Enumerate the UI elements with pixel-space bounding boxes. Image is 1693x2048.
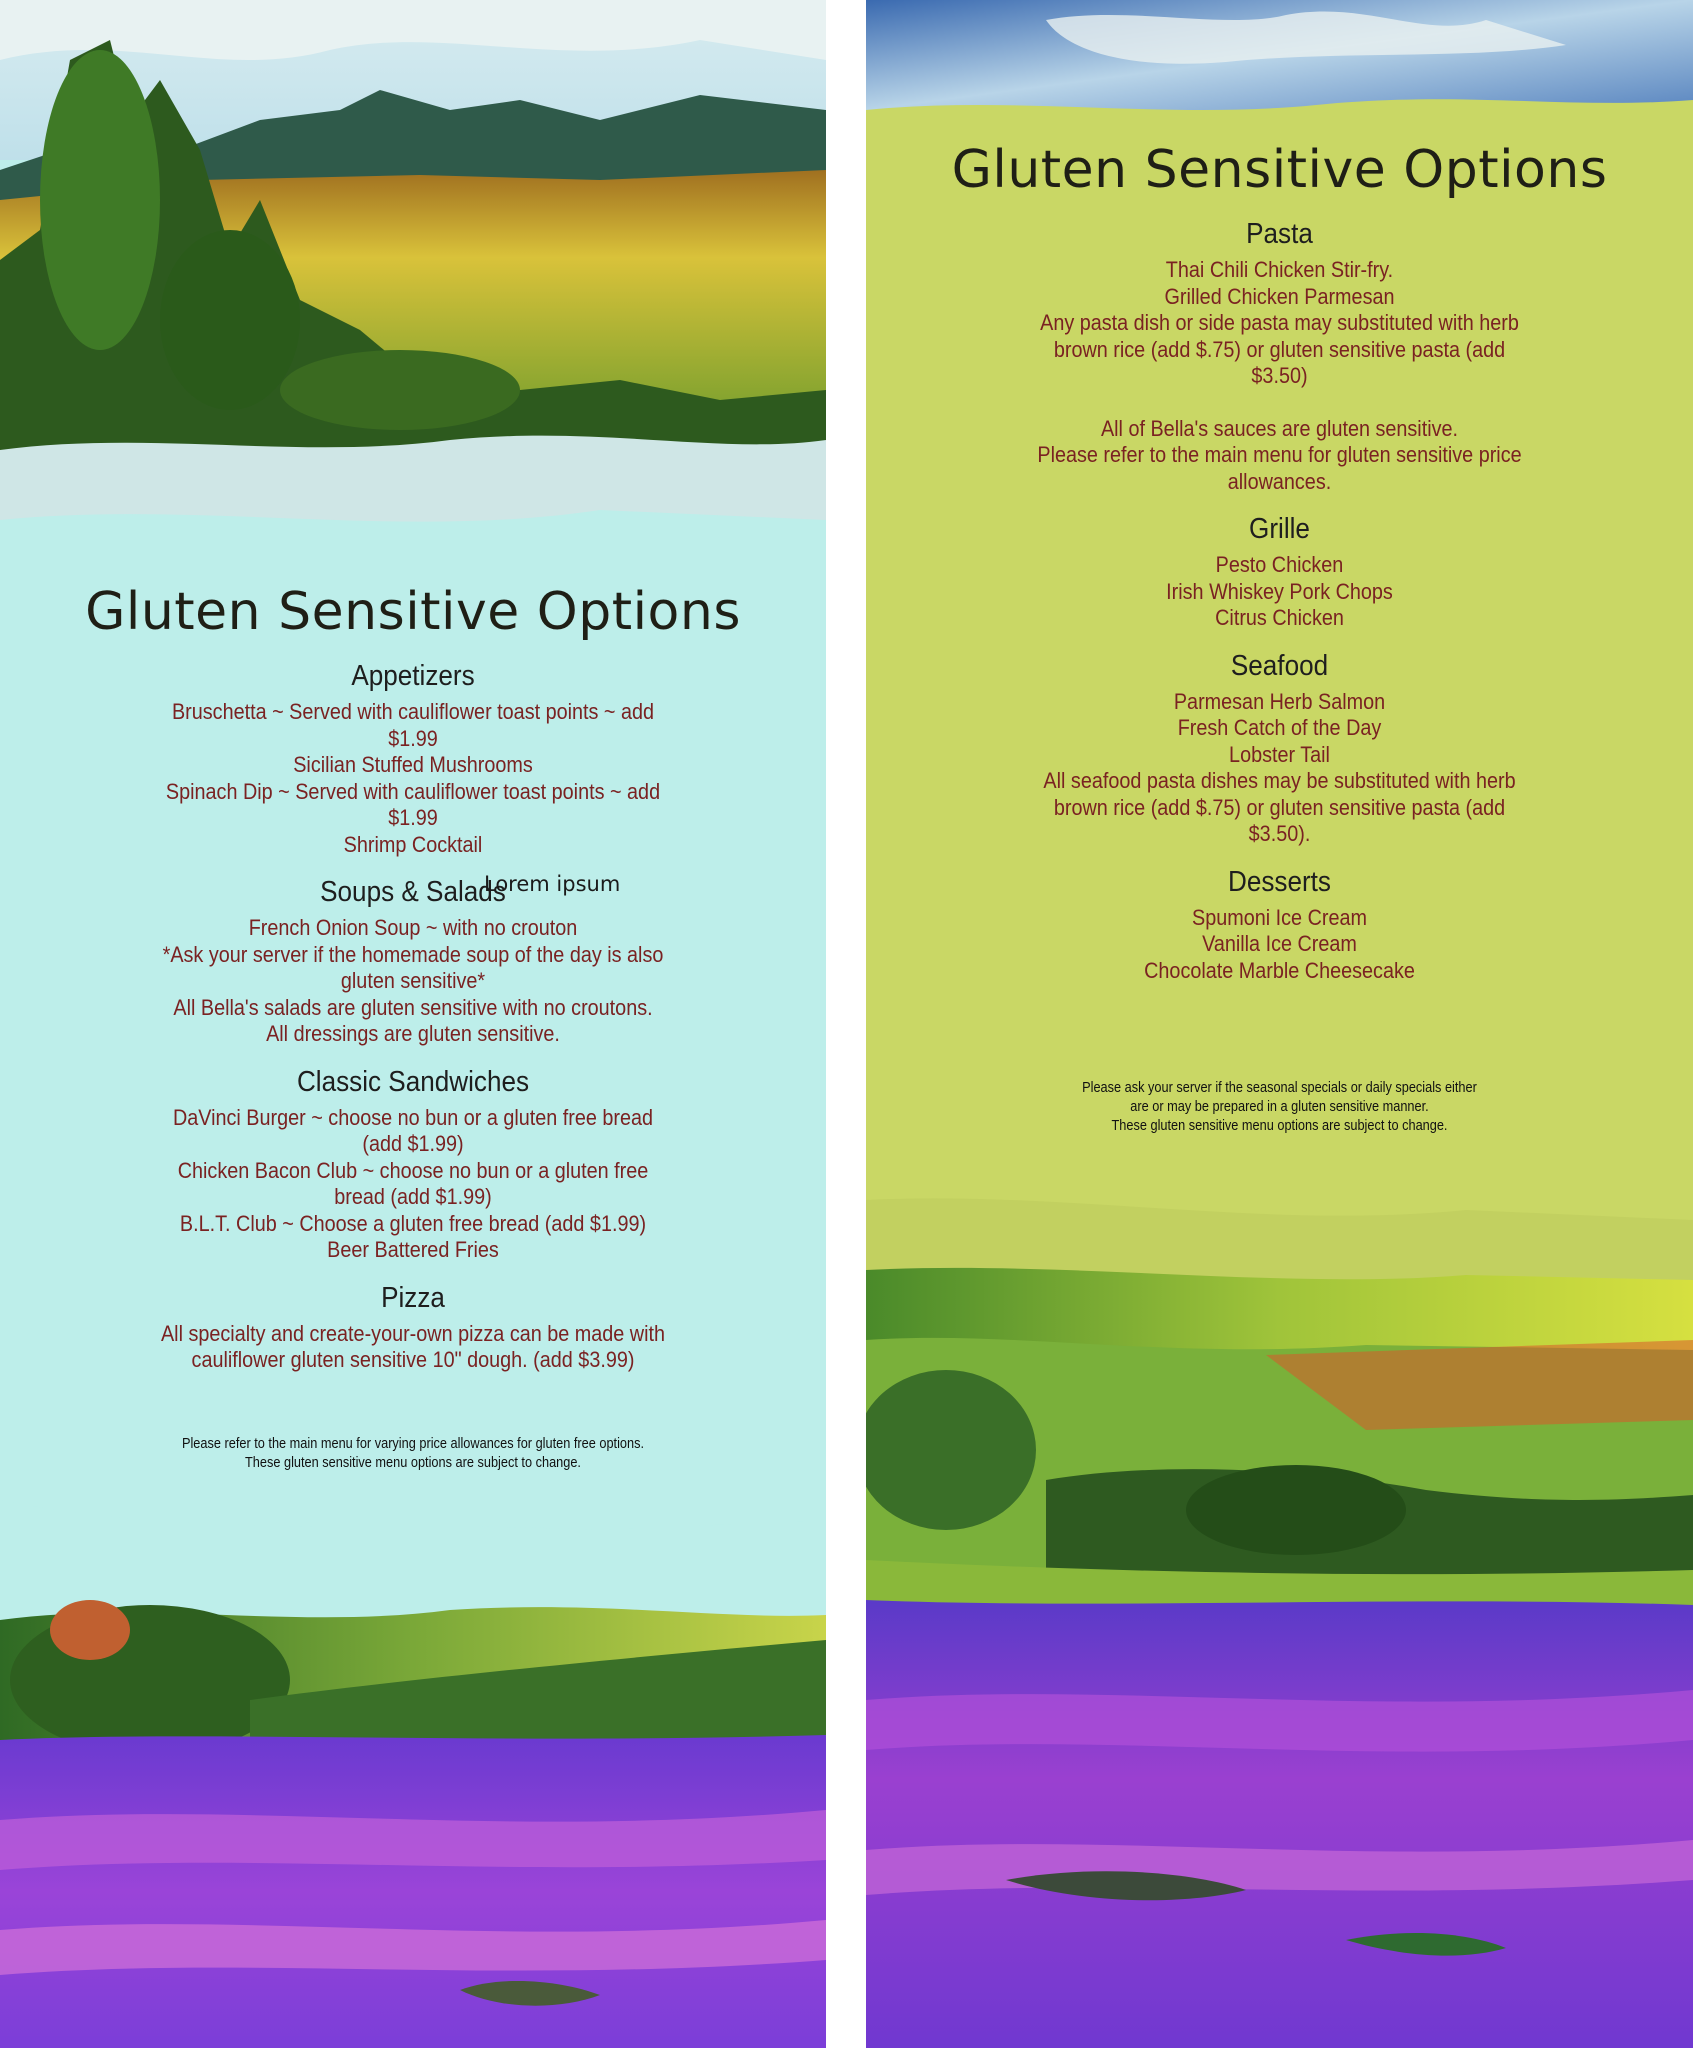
menu-item-line: allowances. xyxy=(1227,468,1332,494)
menu-item-line: Vanilla Ice Cream xyxy=(1202,931,1357,956)
menu-item-line: Chicken Bacon Club ~ choose no bun or a gluten free xyxy=(177,1157,649,1183)
menu-item-line: (add $1.99) xyxy=(362,1131,464,1156)
left-footer-note: Please refer to the main menu for varying price allowances for gluten free options. xyxy=(181,1434,645,1452)
menu-item-line: B.L.T. Club ~ Choose a gluten free bread (add $1.99) xyxy=(179,1210,647,1236)
menu-item-line: cauliflower gluten sensitive 10" dough. (add $3.99) xyxy=(191,1347,635,1372)
menu-item-line: Sicilian Stuffed Mushrooms xyxy=(293,752,533,777)
right-footer-note: These gluten sensitive menu options are subject to change. xyxy=(1111,1117,1448,1134)
section-heading: Seafood xyxy=(1230,649,1329,682)
menu-item-line: All specialty and create-your-own pizza can be made with xyxy=(160,1320,666,1346)
menu-item-line: Citrus Chicken xyxy=(1215,605,1344,630)
menu-item-line: Parmesan Herb Salmon xyxy=(1173,688,1386,714)
menu-item-line: All Bella's salads are gluten sensitive with no croutons. xyxy=(173,994,653,1020)
menu-item-line: Any pasta dish or side pasta may substituted with herb xyxy=(1040,310,1519,335)
menu-item-line: All seafood pasta dishes may be substituted with herb xyxy=(1043,768,1516,793)
menu-item-line: Please refer to the main menu for gluten sensitive price xyxy=(1037,442,1522,467)
menu-section-soups-salads xyxy=(0,876,826,1048)
menu-item-line: *Ask your server if the homemade soup of the day is also xyxy=(162,941,664,967)
menu-item-line: Spinach Dip ~ Served with cauliflower toast points ~ add xyxy=(165,778,661,804)
menu-item-line: gluten sensitive* xyxy=(340,968,486,993)
section-heading: Pasta xyxy=(1246,218,1313,250)
menu-item-line: Fresh Catch of the Day xyxy=(1177,715,1382,740)
section-heading: Classic Sandwiches xyxy=(296,1065,530,1098)
menu-item-line: Pesto Chicken xyxy=(1215,552,1344,577)
menu-item-line: DaVinci Burger ~ choose no bun or a gluten free bread xyxy=(172,1104,654,1130)
menu-item-line: Shrimp Cocktail xyxy=(343,831,483,857)
menu-item-line: $3.50). xyxy=(1248,821,1311,846)
section-heading: Soups & Salads xyxy=(320,876,506,908)
menu-item-line: Chocolate Marble Cheesecake xyxy=(1144,957,1415,983)
menu-item-line: brown rice (add $.75) or gluten sensitive pasta (add xyxy=(1053,336,1506,362)
menu-item-line: Lobster Tail xyxy=(1229,741,1330,767)
menu-item-line: All dressings are gluten sensitive. xyxy=(266,1021,560,1046)
menu-section-appetizers xyxy=(0,660,826,858)
menu-item-line: brown rice (add $.75) or gluten sensitive pasta (add xyxy=(1053,794,1506,820)
menu-section-seafood xyxy=(866,650,1693,848)
left-menu-title: Gluten Sensitive Options xyxy=(85,582,741,642)
menu-item-line: Beer Battered Fries xyxy=(327,1237,499,1262)
section-heading: Pizza xyxy=(381,1281,445,1314)
menu-item-line: $3.50) xyxy=(1251,363,1308,388)
menu-section-classic-sandwiches xyxy=(0,1066,826,1264)
lorem-ipsum-overlay: Lorem ipsum xyxy=(484,872,621,896)
left-menu-content xyxy=(0,582,826,1472)
menu-item-line: French Onion Soup ~ with no crouton xyxy=(248,915,578,940)
menu-spacer-line xyxy=(916,390,1644,416)
right-menu-content xyxy=(866,140,1693,1135)
menu-item-line: $1.99 xyxy=(388,805,438,830)
menu-item-line: Bruschetta ~ Served with cauliflower toast points ~ add xyxy=(171,699,655,724)
menu-item-line: Irish Whiskey Pork Chops xyxy=(1166,578,1393,604)
menu-item-line: Thai Chili Chicken Stir-fry. xyxy=(1165,257,1394,282)
menu-section-pizza xyxy=(0,1282,826,1374)
left-menu-panel xyxy=(0,0,826,2048)
section-heading: Desserts xyxy=(1228,865,1331,898)
right-footer-note: Please ask your server if the seasonal specials or daily specials either xyxy=(1082,1079,1477,1096)
menu-section-pasta xyxy=(866,218,1693,495)
section-heading: Grille xyxy=(1249,513,1310,545)
menu-section-desserts xyxy=(866,866,1693,985)
menu-item-line: bread (add $1.99) xyxy=(334,1184,492,1209)
right-menu-title: Gluten Sensitive Options xyxy=(951,140,1608,200)
section-heading: Appetizers xyxy=(351,660,475,692)
right-menu-panel xyxy=(866,0,1693,2048)
menu-item-line: Spumoni Ice Cream xyxy=(1192,904,1367,930)
menu-item-line: $1.99 xyxy=(388,725,438,751)
menu-item-line: All of Bella's sauces are gluten sensitive. xyxy=(1100,415,1459,441)
right-footer-note: are or may be prepared in a gluten sensitive manner. xyxy=(1130,1098,1429,1115)
menu-item-line: Grilled Chicken Parmesan xyxy=(1164,283,1395,309)
menu-section-grille xyxy=(866,513,1693,632)
left-footer-note: These gluten sensitive menu options are subject to change. xyxy=(245,1453,581,1471)
